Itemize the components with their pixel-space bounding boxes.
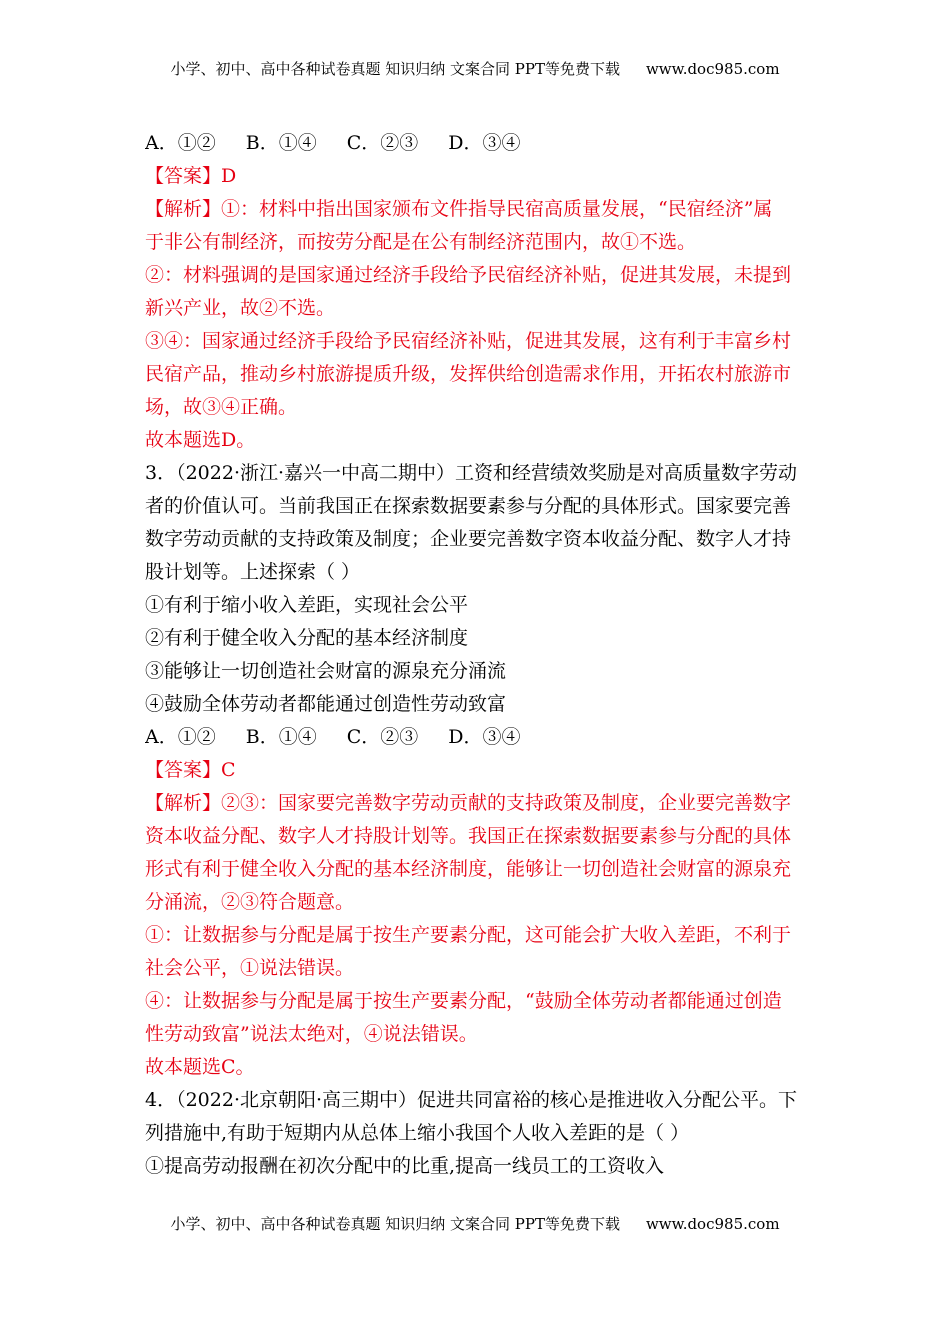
q3-analysis-line: ④：让数据参与分配是属于按生产要素分配，“鼓励全体劳动者都能通过创造 xyxy=(145,990,782,1012)
q3-options xyxy=(145,721,810,754)
q3-option-b: B．①④ xyxy=(245,726,317,748)
header-site-link[interactable]: www.doc985.com xyxy=(645,60,780,78)
q3-analysis-line: 社会公平，①说法错误。 xyxy=(145,957,355,979)
q2-analysis-line: ②：材料强调的是国家通过经济手段给予民宿经济补贴，促进其发展，未提到 xyxy=(145,264,792,286)
footer-site-link[interactable]: www.doc985.com xyxy=(645,1215,780,1233)
q3-option-c: C．②③ xyxy=(346,726,419,748)
q3-stem-line: 者的价值认可。当前我国正在探索数据要素参与分配的具体形式。国家要完善 xyxy=(145,495,792,517)
page-header xyxy=(0,58,950,79)
q2-options xyxy=(145,127,810,160)
q3-stem-line: 股计划等。上述探索（ ） xyxy=(145,561,361,583)
footer-text: 小学、初中、高中各种试卷真题 知识归纳 文案合同 PPT等免费下载 xyxy=(170,1215,620,1233)
document-body xyxy=(145,127,810,1183)
q3-stem-line: 3．（2022·浙江·嘉兴一中高二期中）工资和经营绩效奖励是对高质量数字劳动 xyxy=(145,462,798,484)
q2-option-c: C．②③ xyxy=(346,132,419,154)
q2-analysis-line: 民宿产品，推动乡村旅游提质升级，发挥供给创造需求作用，开拓农村旅游市 xyxy=(145,363,792,385)
q2-option-a: A．①② xyxy=(145,132,216,154)
q3-option-d: D．③④ xyxy=(448,726,521,748)
q3-choice-2: ②有利于健全收入分配的基本经济制度 xyxy=(145,627,469,649)
q2-option-d: D．③④ xyxy=(448,132,521,154)
q2-analysis-line: 场，故③④正确。 xyxy=(145,396,298,418)
q3-analysis-line: 性劳动致富”说法太绝对，④说法错误。 xyxy=(145,1023,478,1045)
q3-analysis-line: 【解析】②③：国家要完善数字劳动贡献的支持政策及制度，企业要完善数字 xyxy=(145,792,792,814)
q2-analysis-line: 故本题选D。 xyxy=(145,429,256,451)
q2-analysis-line: ③④：国家通过经济手段给予民宿经济补贴，促进其发展，这有利于丰富乡村 xyxy=(145,330,792,352)
q4-stem-line: 4．（2022·北京朝阳·高三期中）促进共同富裕的核心是推进收入分配公平。下 xyxy=(145,1089,798,1111)
q2-analysis-line: 新兴产业，故②不选。 xyxy=(145,297,336,319)
q3-analysis-line: 故本题选C。 xyxy=(145,1056,255,1078)
q2-analysis-line: 于非公有制经济，而按劳分配是在公有制经济范围内，故①不选。 xyxy=(145,231,697,253)
q3-analysis-line: 分涌流，②③符合题意。 xyxy=(145,891,355,913)
q3-answer: 【答案】C xyxy=(145,759,236,781)
q3-analysis-line: 形式有利于健全收入分配的基本经济制度，能够让一切创造社会财富的源泉充 xyxy=(145,858,792,880)
q3-analysis-line: ①：让数据参与分配是属于按生产要素分配，这可能会扩大收入差距，不利于 xyxy=(145,924,792,946)
q3-choice-3: ③能够让一切创造社会财富的源泉充分涌流 xyxy=(145,660,507,682)
page-footer xyxy=(0,1213,950,1234)
header-text: 小学、初中、高中各种试卷真题 知识归纳 文案合同 PPT等免费下载 xyxy=(170,60,620,78)
q2-option-b: B．①④ xyxy=(245,132,317,154)
q2-analysis-line: 【解析】①：材料中指出国家颁布文件指导民宿高质量发展，“民宿经济”属 xyxy=(145,198,773,220)
q4-stem-line: 列措施中,有助于短期内从总体上缩小我国个人收入差距的是（ ） xyxy=(145,1122,690,1144)
q3-stem-line: 数字劳动贡献的支持政策及制度；企业要完善数字资本收益分配、数字人才持 xyxy=(145,528,792,550)
q4-choice-1: ①提高劳动报酬在初次分配中的比重,提高一线员工的工资收入 xyxy=(145,1155,665,1177)
q3-option-a: A．①② xyxy=(145,726,216,748)
q3-choice-1: ①有利于缩小收入差距，实现社会公平 xyxy=(145,594,469,616)
q2-answer: 【答案】D xyxy=(145,165,237,187)
q3-analysis-line: 资本收益分配、数字人才持股计划等。我国正在探索数据要素参与分配的具体 xyxy=(145,825,792,847)
q3-choice-4: ④鼓励全体劳动者都能通过创造性劳动致富 xyxy=(145,693,507,715)
